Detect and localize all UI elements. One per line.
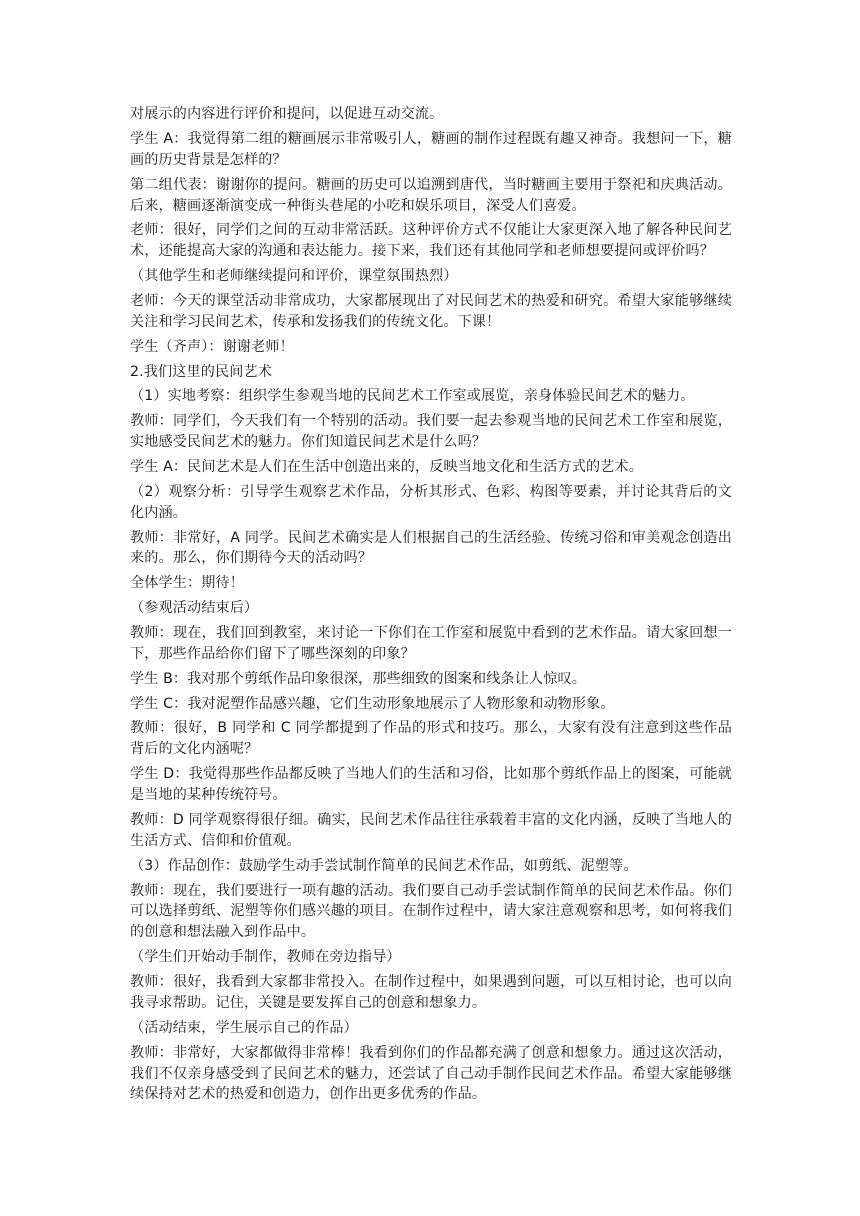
document-body (130, 104, 732, 1109)
paragraph: （参观活动结束后） (130, 600, 259, 617)
paragraph: 教师：现在，我们要进行一项有趣的活动。我们要自己动手尝试制作简单的民间艺术作品。你们可以选择剪纸、泥塑等你们感兴趣的项目。在制作过程中，请大家注意观察和思考，如何将我们的创意和想法融入到作品中。 (130, 882, 732, 941)
paragraph: 教师：非常好，大家都做得非常棒！我看到你们的作品都充满了创意和想象力。通过这次活动，我们不仅亲身感受到了民间艺术的魅力，还尝试了自己动手制作民间艺术作品。希望大家能够继续保持对艺术的热爱和创造力，创作出更多优秀的作品。 (130, 1044, 732, 1103)
paragraph: 第二组代表：谢谢你的提问。糖画的历史可以追溯到唐代，当时糖画主要用于祭祀和庆典活动。后来，糖画逐渐演变成一种街头巷尾的小吃和娱乐项目，深受人们喜爱。 (130, 176, 732, 214)
paragraph: 教师：非常好，A 同学。民间艺术确实是人们根据自己的生活经验、传统习俗和审美观念创造出来的。那么，你们期待今天的活动吗？ (130, 529, 732, 567)
paragraph: 学生 A：民间艺术是人们在生活中创造出来的，反映当地文化和生活方式的艺术。 (130, 458, 643, 475)
paragraph: 学生 C：我对泥塑作品感兴趣，它们生动形象地展示了人物形象和动物形象。 (130, 695, 615, 712)
paragraph: 教师：很好，我看到大家都非常投入。在制作过程中，如果遇到问题，可以互相讨论，也可以向我寻求帮助。记住，关键是要发挥自己的创意和想象力。 (130, 974, 732, 1011)
section-heading: 2.我们这里的民间艺术 (130, 363, 272, 380)
paragraph: 老师：很好，同学们之间的互动非常活跃。这种评价方式不仅能让大家更深入地了解各种民间艺术，还能提高大家的沟通和表达能力。接下来，我们还有其他同学和老师想要提问或评价吗？ (130, 222, 732, 260)
paragraph: 学生（齐声）：谢谢老师！ (130, 338, 294, 355)
paragraph: （学生们开始动手制作，教师在旁边指导） (130, 949, 401, 966)
paragraph: （1）实地考察：组织学生参观当地的民间艺术工作室或展览，亲身体验民间艺术的魅力。 (130, 388, 695, 405)
paragraph: 教师：同学们，今天我们有一个特别的活动。我们要一起去参观当地的民间艺术工作室和展览，实地感受民间艺术的魅力。你们知道民间艺术是什么吗？ (130, 413, 732, 451)
paragraph: （活动结束，学生展示自己的作品） (130, 1019, 358, 1036)
paragraph: 学生 A：我觉得第二组的糖画展示非常吸引人，糖画的制作过程既有趣又神奇。我想问一下，糖画的历史背景是怎样的？ (130, 130, 732, 168)
paragraph: （其他学生和老师继续提问和评价，课堂氛围热烈） (130, 268, 458, 285)
paragraph: （2）观察分析：引导学生观察艺术作品，分析其形式、色彩、构图等要素，并讨论其背后的文化内涵。 (130, 483, 732, 521)
paragraph: 教师：很好，B 同学和 C 同学都提到了作品的形式和技巧。那么，大家有没有注意到这些作品背后的文化内涵呢？ (130, 720, 732, 758)
paragraph: 学生 D：我觉得那些作品都反映了当地人们的生活和习俗，比如那个剪纸作品上的图案，可能就是当地的某种传统符号。 (130, 766, 732, 804)
paragraph: 老师：今天的课堂活动非常成功，大家都展现出了对民间艺术的热爱和研究。希望大家能够继续关注和学习民间艺术，传承和发扬我们的传统文化。下课！ (130, 292, 732, 330)
paragraph: 教师：现在，我们回到教室，来讨论一下你们在工作室和展览中看到的艺术作品。请大家回想一下，那些作品给你们留下了哪些深刻的印象？ (130, 625, 732, 662)
paragraph: 对展示的内容进行评价和提问，以促进互动交流。 (130, 106, 444, 122)
paragraph: （3）作品创作：鼓励学生动手尝试制作简单的民间艺术作品，如剪纸、泥塑等。 (130, 857, 638, 874)
paragraph: 教师：D 同学观察得很仔细。确实，民间艺术作品往往承载着丰富的文化内涵，反映了当地人的生活方式、信仰和价值观。 (130, 811, 732, 849)
paragraph: 学生 B：我对那个剪纸作品印象很深，那些细致的图案和线条让人惊叹。 (130, 670, 587, 687)
paragraph: 全体学生：期待！ (130, 575, 244, 592)
